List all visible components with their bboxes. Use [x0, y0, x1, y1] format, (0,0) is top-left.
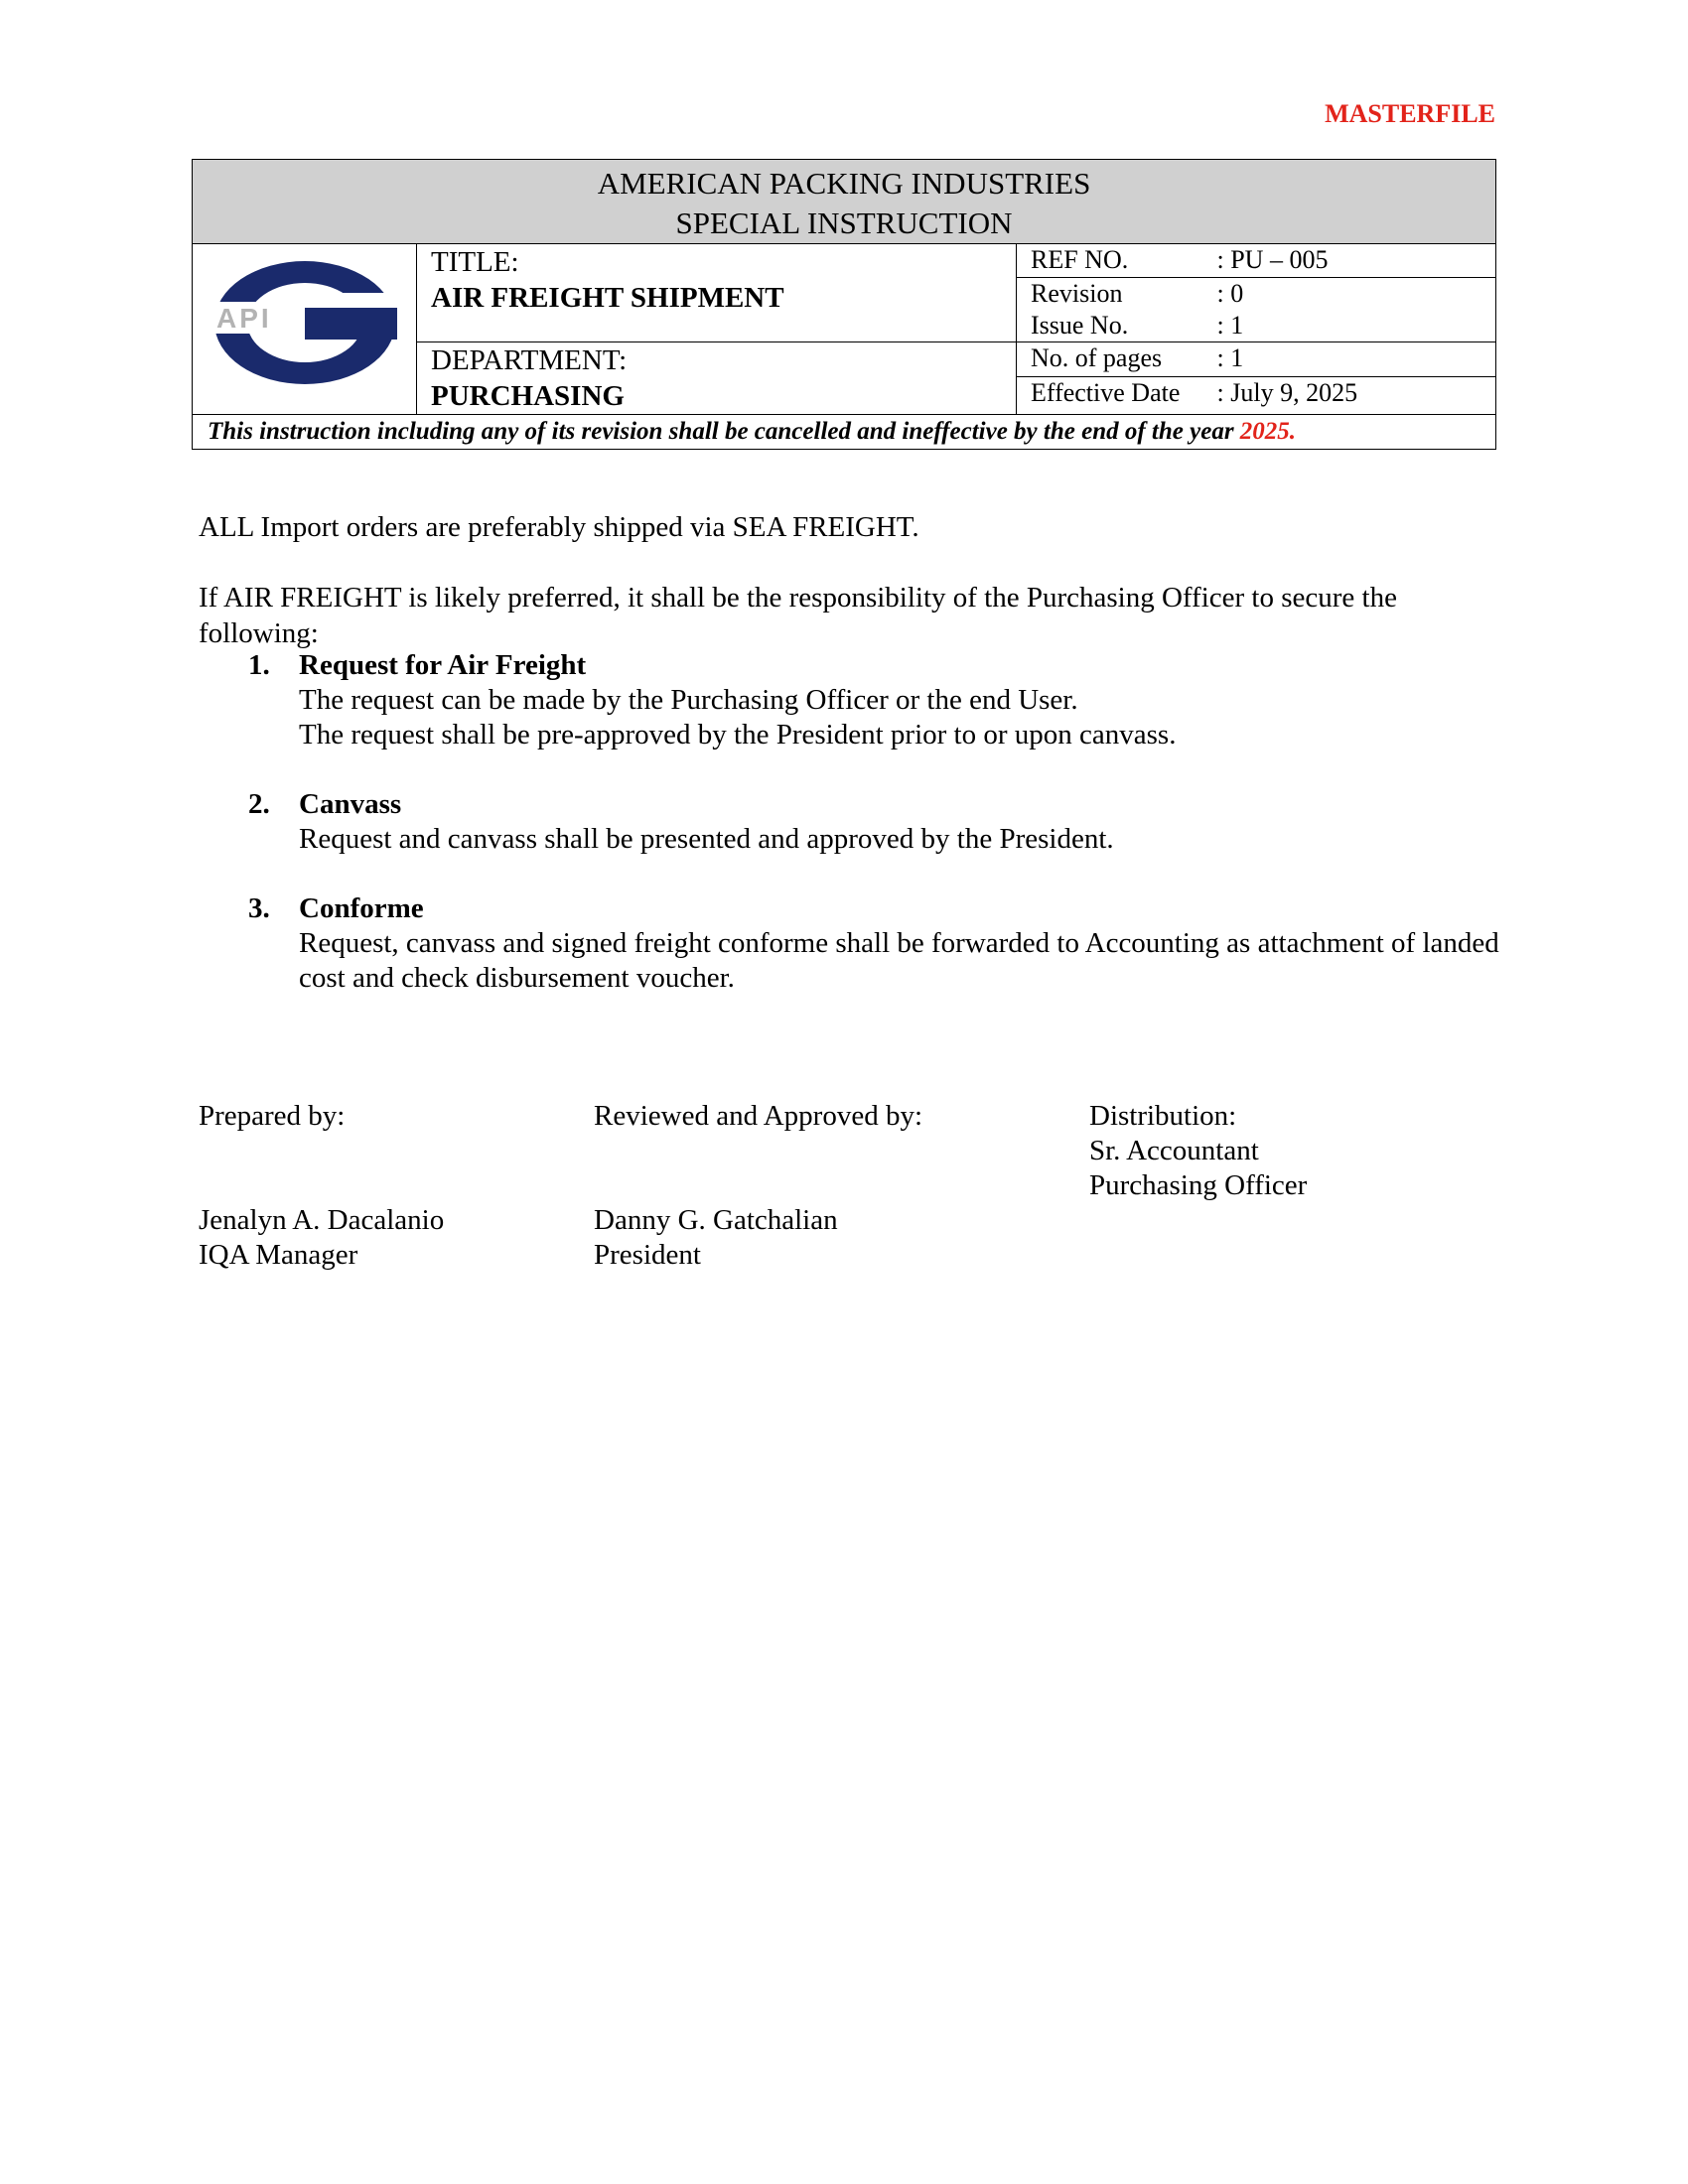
requirements-list — [199, 648, 1499, 1030]
item-line: The request can be made by the Purchasing Officer or the end User. — [299, 684, 1078, 716]
company-banner — [193, 160, 1496, 244]
item-number: 3. — [248, 892, 270, 924]
item-title: Conforme — [299, 892, 424, 924]
company-name: AMERICAN PACKING INDUSTRIES — [597, 166, 1091, 201]
condition-paragraph: If AIR FREIGHT is likely preferred, it shall be the responsibility of the Purchasing Officer to secure the following: — [199, 582, 1397, 649]
document-title: AIR FREIGHT SHIPMENT — [431, 282, 784, 314]
document-type: SPECIAL INSTRUCTION — [675, 205, 1013, 240]
logo-cell — [193, 244, 417, 415]
approver-name: Danny G. Gatchalian — [594, 1204, 838, 1236]
issue-no-label: Issue No. — [1017, 310, 1211, 342]
validity-notice — [193, 415, 1496, 450]
approver-title: President — [594, 1239, 701, 1271]
intro-paragraph: ALL Import orders are preferably shipped via SEA FREIGHT. — [199, 511, 919, 543]
list-item — [199, 891, 1499, 996]
department-value: PURCHASING — [431, 380, 625, 412]
distribution-label: Distribution: — [1089, 1100, 1237, 1132]
list-item — [199, 787, 1499, 857]
pages-value: : 1 — [1211, 342, 1496, 377]
list-item — [199, 648, 1499, 752]
notice-year: 2025. — [1239, 418, 1297, 445]
ref-no-value: : PU – 005 — [1211, 244, 1496, 278]
title-label: TITLE: — [431, 246, 519, 278]
issue-no-value: : 1 — [1211, 310, 1496, 342]
item-number: 1. — [248, 649, 270, 681]
item-line: Request, canvass and signed freight conforme shall be forwarded to Accounting as attachment of landed cost and check disbursement voucher. — [299, 927, 1499, 994]
effective-date-value: : July 9, 2025 — [1211, 377, 1496, 415]
masterfile-stamp: MASTERFILE — [1325, 99, 1495, 128]
distribution-item: Sr. Accountant — [1089, 1135, 1259, 1166]
approved-by-label: Reviewed and Approved by: — [594, 1100, 923, 1132]
item-number: 2. — [248, 788, 270, 820]
distribution-block — [1089, 1099, 1307, 1203]
revision-label: Revision — [1017, 278, 1211, 311]
department-label: DEPARTMENT: — [431, 344, 628, 376]
document-header-table — [192, 159, 1496, 450]
pages-label: No. of pages — [1017, 342, 1211, 377]
api-logo-icon — [212, 258, 397, 387]
title-cell — [417, 244, 1017, 342]
prepared-by-block — [199, 1099, 444, 1273]
preparer-title: IQA Manager — [199, 1239, 358, 1271]
preparer-name: Jenalyn A. Dacalanio — [199, 1204, 445, 1236]
notice-text: This instruction including any of its revision shall be cancelled and ineffective by the end of the year — [208, 418, 1240, 445]
revision-value: : 0 — [1211, 278, 1496, 311]
department-cell — [417, 342, 1017, 415]
approved-by-block — [594, 1099, 922, 1273]
svg-text:API: API — [216, 303, 272, 334]
item-title: Canvass — [299, 788, 402, 820]
prepared-by-label: Prepared by: — [199, 1100, 346, 1132]
distribution-item: Purchasing Officer — [1089, 1169, 1308, 1201]
ref-no-label: REF NO. — [1017, 244, 1211, 278]
item-line: The request shall be pre-approved by the President prior to or upon canvass. — [299, 719, 1177, 751]
item-line: Request and canvass shall be presented and approved by the President. — [299, 823, 1114, 855]
effective-date-label: Effective Date — [1017, 377, 1211, 415]
item-title: Request for Air Freight — [299, 649, 587, 681]
